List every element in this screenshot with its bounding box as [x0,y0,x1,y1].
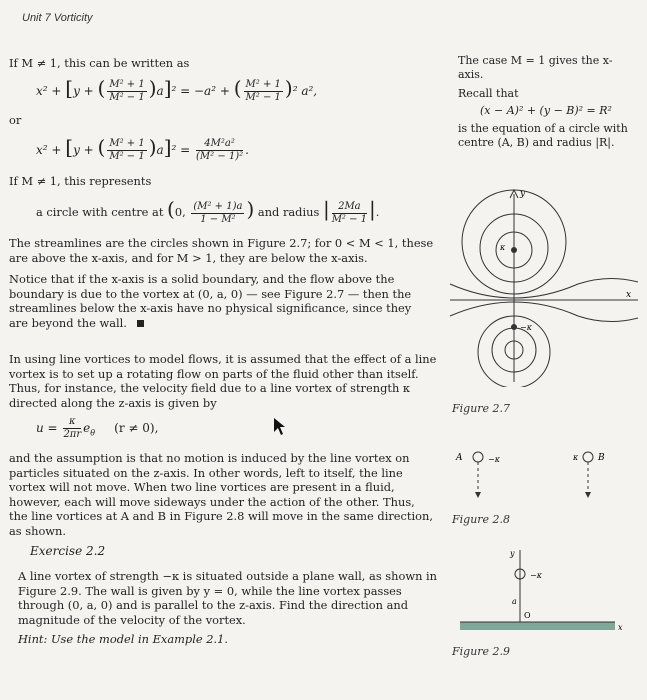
fig27-y-label: y [520,189,526,199]
sidebar-circle-description: is the equation of a circle with centre (A, B) and radius |R|. [458,122,628,149]
paragraph-line-vortices: In using line vortices to model flows, it is assumed that the effect of a line vortex is to set up a rotating flow on parts of the fluid other than itself. Thus, for instance, the velocity field due to a line vortex of strength κ directed along the z-axis is given by [9,352,437,410]
paragraph-streamlines: The streamlines are the circles shown in Figure 2.7; for 0 < M < 1, these are above the x-axis, and for M > 1, they are below the x-axis. [9,236,434,265]
velocity-condition: (r ≠ 0), [114,421,159,435]
fig28-kappa-a: −κ [488,455,500,464]
or-word: or [9,113,22,127]
paragraph-assumption: and the assumption is that no motion is induced by the line vortex on particles situated on the z-axis. In other words, left to itself, the line vortex will not move. When two line vortices are present in a fluid, however, each will move sideways under the action of the other. Thus, the line vortices at A and B in Figure 2.8 will move in the same direction, as shown. [9,451,433,538]
fig28-label-b: B [598,453,605,463]
sidebar-circle-equation: (x − A)² + (y − B)² = R² [480,104,612,117]
end-of-proof-square [137,320,144,327]
figure-2-8-caption: Figure 2.8 [452,513,511,526]
circle-prefix: a circle with centre at [36,205,164,219]
figure-2-8-diagram [448,440,643,510]
figure-2-9-caption: Figure 2.9 [452,645,511,658]
fig27-upper-label: κ [500,243,506,252]
fig29-kappa: −κ [530,571,542,580]
exercise-body: A line vortex of strength −κ is situated outside a plane wall, as shown in Figure 2.9. The wall is given by y = 0, while the line vortex passes through (0, a, 0) and is parallel to the z-axis. Find the direction and magnitude of the velocity of the vortex. [18,569,438,627]
fig29-x-label: x [618,623,623,632]
paragraph-boundary [9,272,429,330]
circle-description: a circle with centre at (0, $\frac{\text{(M² + 1)a}}{\text{1 − M²}}$ ) and radius | $\frac{2Ma}{\text{M² − 1}}$ |. [36,197,380,225]
exercise-hint: Hint: Use the model in Example 2.1. [18,632,228,646]
fig28-label-a: A [456,453,463,463]
figure-2-7-diagram [448,182,643,387]
fig27-x-label: x [626,290,632,300]
intro-line: If M ≠ 1, this can be written as [9,56,190,70]
paragraph-boundary-text: Notice that if the x-axis is a solid boundary, and the flow above the boundary is due to the vortex at (0, a, 0) — see Figure 2.7 — then the streamlines below the x-axis have no physical significance, since they are beyond the wall. [9,272,412,330]
fig28-kappa-b: κ [573,453,579,462]
fig29-a-label: a [512,597,517,606]
circle-and-radius: and radius [257,205,320,219]
represents-line: If M ≠ 1, this represents [9,174,152,188]
unit-heading: Unit 7 Vorticity [22,12,93,24]
sidebar-recall: Recall that [458,87,519,100]
equation-1: x² + [y + ( $\frac{\text{M² + 1}}{\text{M² − 1}}$ )a]² = −a² + ( $\frac{\text{M² + 1}}{\text{M² − 1}}$ )² a², [36,76,318,103]
figure-2-7-caption: Figure 2.7 [452,402,511,415]
fig27-lower-label: −κ [520,323,532,332]
velocity-e: e [83,421,91,435]
velocity-u: u = [36,421,58,435]
equation-2: x² + [y + ( $\frac{\text{M² + 1}}{\text{M² − 1}}$ )a]² = $\frac{\text{4M²a²}}{\text{(M² − 1)²}}$ . [36,135,249,162]
exercise-title: Exercise 2.2 [30,544,106,558]
fig29-y-label: y [510,549,515,558]
sidebar-case-note: The case M = 1 gives the x-axis. [458,54,613,81]
mouse-cursor-icon [273,417,287,437]
velocity-equation: u = $\frac{\kappa}{2\pi r}$ $e_\theta$ (r ≠ 0), [36,416,159,440]
fig29-o-label: O [524,611,531,620]
figure-2-9-diagram [458,544,638,644]
